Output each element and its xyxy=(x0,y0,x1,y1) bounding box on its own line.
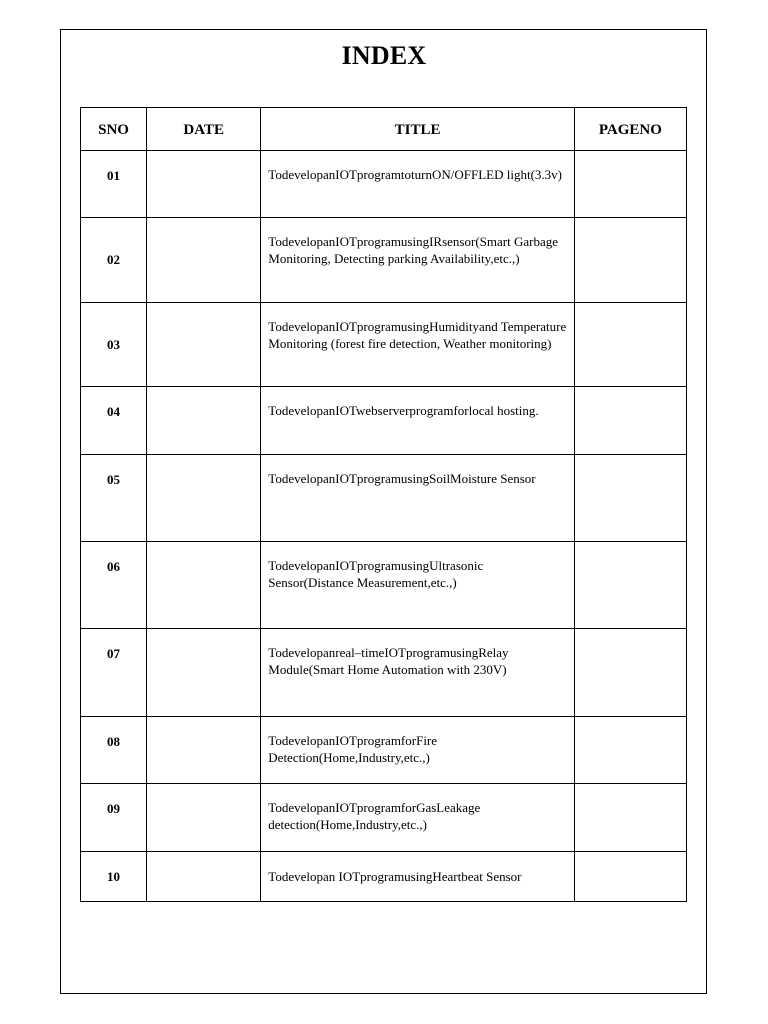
sno-value: 02 xyxy=(107,252,121,267)
date-cell xyxy=(147,218,261,303)
sno-value: 07 xyxy=(107,646,121,661)
table-header-row xyxy=(81,108,687,151)
sno-value: 03 xyxy=(107,337,121,352)
title-value: Todevelopanreal–timeIOTprogramusingRelay Module(Smart Home Automation with 230V) xyxy=(268,645,509,677)
date-cell xyxy=(147,151,261,218)
title-value: TodevelopanIOTwebserverprogramforlocal hosting. xyxy=(268,403,539,418)
title-cell xyxy=(261,218,575,303)
sno-cell xyxy=(81,542,147,629)
sno-value: 08 xyxy=(107,734,121,749)
title-cell xyxy=(261,387,575,455)
date-cell xyxy=(147,455,261,542)
title-cell xyxy=(261,303,575,387)
sno-cell xyxy=(81,151,147,218)
pageno-cell xyxy=(574,717,686,784)
sno-value: 05 xyxy=(107,472,121,487)
table-row xyxy=(81,218,687,303)
sno-cell xyxy=(81,629,147,717)
table-row xyxy=(81,717,687,784)
page-title: INDEX xyxy=(341,41,427,70)
table-row xyxy=(81,455,687,542)
title-value: TodevelopanIOTprogramtoturnON/OFFLED light(3.3v) xyxy=(268,167,562,182)
sno-value: 10 xyxy=(107,869,121,884)
header-date: DATE xyxy=(147,108,261,151)
title-value: TodevelopanIOTprogramusingHumidityand Temperature Monitoring (forest fire detection, Weather monitoring) xyxy=(268,319,567,351)
sno-value: 04 xyxy=(107,404,121,419)
pageno-cell xyxy=(574,542,686,629)
pageno-cell xyxy=(574,303,686,387)
header-pageno: PAGENO xyxy=(574,108,686,151)
title-value: TodevelopanIOTprogramusingUltrasonic Sensor(Distance Measurement,etc.,) xyxy=(268,558,484,590)
table-row xyxy=(81,542,687,629)
date-cell xyxy=(147,629,261,717)
table-row xyxy=(81,629,687,717)
sno-cell xyxy=(81,218,147,303)
sno-cell xyxy=(81,784,147,852)
title-cell xyxy=(261,717,575,784)
date-cell xyxy=(147,717,261,784)
table-row xyxy=(81,852,687,902)
pageno-cell xyxy=(574,218,686,303)
index-table xyxy=(80,107,687,902)
title-value: TodevelopanIOTprogramusingIRsensor(Smart Garbage Monitoring, Detecting parking Availability,etc.,) xyxy=(268,234,558,266)
sno-value: 01 xyxy=(107,168,121,183)
sno-cell xyxy=(81,387,147,455)
table-row xyxy=(81,151,687,218)
title-cell xyxy=(261,852,575,902)
sno-cell xyxy=(81,303,147,387)
title-cell xyxy=(261,629,575,717)
title-cell xyxy=(261,542,575,629)
date-cell xyxy=(147,303,261,387)
header-sno: SNO xyxy=(81,108,147,151)
table-row xyxy=(81,303,687,387)
pageno-cell xyxy=(574,852,686,902)
sno-cell xyxy=(81,717,147,784)
title-cell xyxy=(261,784,575,852)
date-cell xyxy=(147,852,261,902)
date-cell xyxy=(147,542,261,629)
date-cell xyxy=(147,784,261,852)
title-value: TodevelopanIOTprogramforGasLeakage detection(Home,Industry,etc.,) xyxy=(268,800,481,832)
pageno-cell xyxy=(574,387,686,455)
title-cell xyxy=(261,151,575,218)
sno-cell xyxy=(81,455,147,542)
sno-value: 09 xyxy=(107,801,121,816)
title-value: TodevelopanIOTprogramforFire Detection(Home,Industry,etc.,) xyxy=(268,733,438,765)
title-value: TodevelopanIOTprogramusingSoilMoisture Sensor xyxy=(268,471,536,486)
pageno-cell xyxy=(574,455,686,542)
pageno-cell xyxy=(574,784,686,852)
sno-cell xyxy=(81,852,147,902)
header-title: TITLE xyxy=(261,108,575,151)
pageno-cell xyxy=(574,629,686,717)
pageno-cell xyxy=(574,151,686,218)
date-cell xyxy=(147,387,261,455)
sno-value: 06 xyxy=(107,559,121,574)
table-row xyxy=(81,387,687,455)
table-row xyxy=(81,784,687,852)
title-cell xyxy=(261,455,575,542)
title-value: Todevelopan IOTprogramusingHeartbeat Sensor xyxy=(268,869,522,884)
